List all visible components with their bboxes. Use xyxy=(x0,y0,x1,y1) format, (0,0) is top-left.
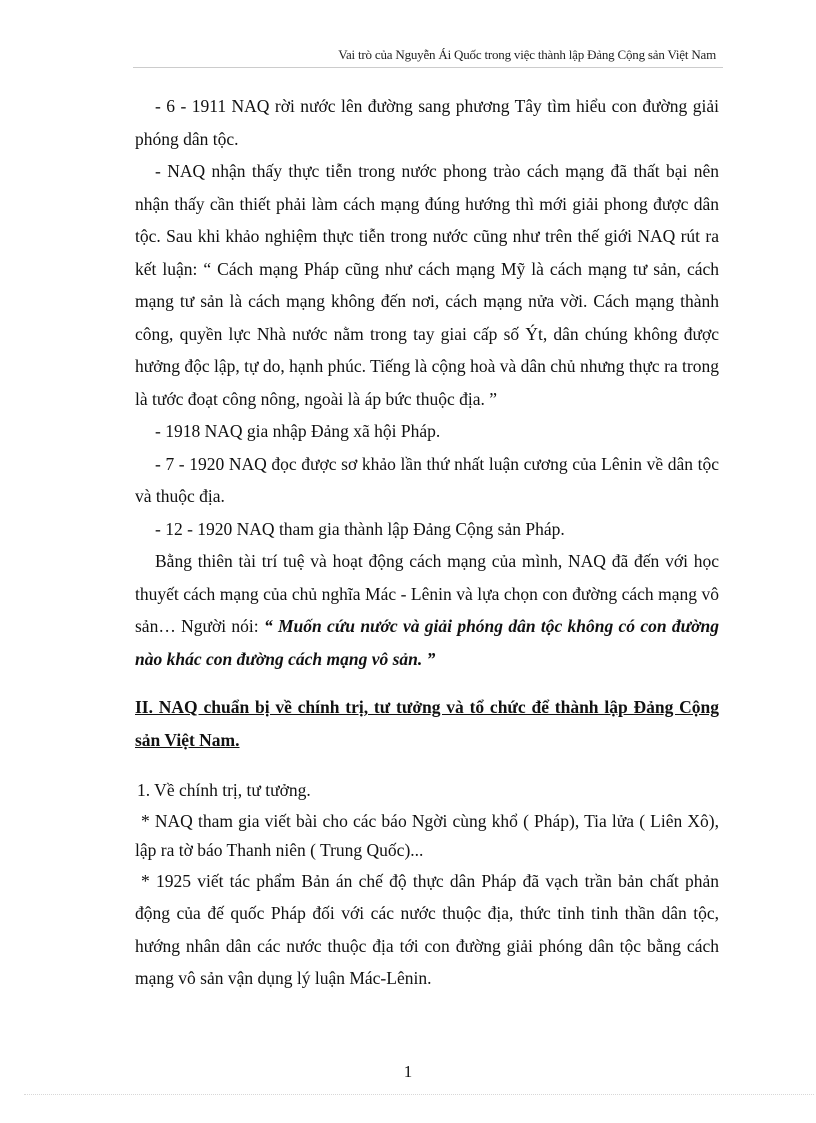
sub-heading: 1. Về chính trị, tư tưởng. xyxy=(137,780,311,800)
paragraph-1920-july: - 7 - 1920 NAQ đọc được sơ khảo lần thứ nhất luận cương của Lênin về dân tộc và thuộc địa. xyxy=(135,453,719,506)
paragraph-1911: - 6 - 1911 NAQ rời nước lên đường sang phương Tây tìm hiểu con đường giải phóng dân tộc. xyxy=(135,96,719,149)
section-heading: II. NAQ chuẩn bị về chính trị, tư tưởng và tổ chức để thành lập Đảng Cộng sản Việt Nam. xyxy=(135,697,719,750)
paragraph-path-choice xyxy=(135,545,719,675)
paragraph-path-text: Bằng thiên tài trí tuệ và hoạt động cách mạng của mình, NAQ đã đến với học thuyết cách mạng của chủ nghĩa Mác - Lênin và lựa chọn con đường cách mạng vô sản… Người nói: xyxy=(135,551,719,636)
running-header: Vai trò của Nguyễn Ái Quốc trong việc thành lập Đảng Cộng sản Việt Nam xyxy=(338,47,716,62)
footer-divider xyxy=(24,1094,814,1095)
paragraph-newspapers: * NAQ tham gia viết bài cho các báo Ngời cùng khổ ( Pháp), Tia lửa ( Liên Xô), lập ra tờ báo Thanh niên ( Trung Quốc)... xyxy=(135,810,719,860)
paragraph-1920-december: - 12 - 1920 NAQ tham gia thành lập Đảng Cộng sản Pháp. xyxy=(155,518,565,539)
paragraph-1925: * 1925 viết tác phẩm Bản án chế độ thực dân Pháp đã vạch trần bản chất phản động của đế quốc Pháp đối với các nước thuộc địa, thức tỉnh tinh thần dân tộc, hướng nhân dân các nước thuộc địa tới con đường giải phóng dân tộc bằng cách mạng vô sản vận dụng lý luận Mác-Lênin. xyxy=(135,870,719,988)
page-number: 1 xyxy=(403,1062,413,1081)
paragraph-conclusion: - NAQ nhận thấy thực tiễn trong nước phong trào cách mạng đã thất bại nên nhận thấy cần thiết phải làm cách mạng đúng hướng thì mới giải phong được dân tộc. Sau khi khảo nghiệm thực tiễn trong nước cũng như trên thế giới NAQ rút ra kết luận: “ Cách mạng Pháp cũng như cách mạng Mỹ là cách mạng tư sản, cách mạng tư sản là cách mạng không đến nơi, cách mạng nửa vời. Cách mạng thành công, quyền lực Nhà nước nằm trong tay giai cấp số Ýt, dân chúng không được hưởng độc lập, tự do, hạnh phúc. Tiếng là cộng hoà và dân chủ nhưng thực ra trong là tước đoạt công nông, ngoài là áp bức thuộc địa. ” xyxy=(135,161,719,409)
header-divider xyxy=(133,67,723,68)
emphasized-quote: “ Muốn cứu nước và giải phóng dân tộc không có con đường nào khác con đường cách mạng vô sản. ” xyxy=(135,616,720,669)
paragraph-1918: - 1918 NAQ gia nhập Đảng xã hội Pháp. xyxy=(155,421,441,441)
document-body xyxy=(135,90,719,995)
